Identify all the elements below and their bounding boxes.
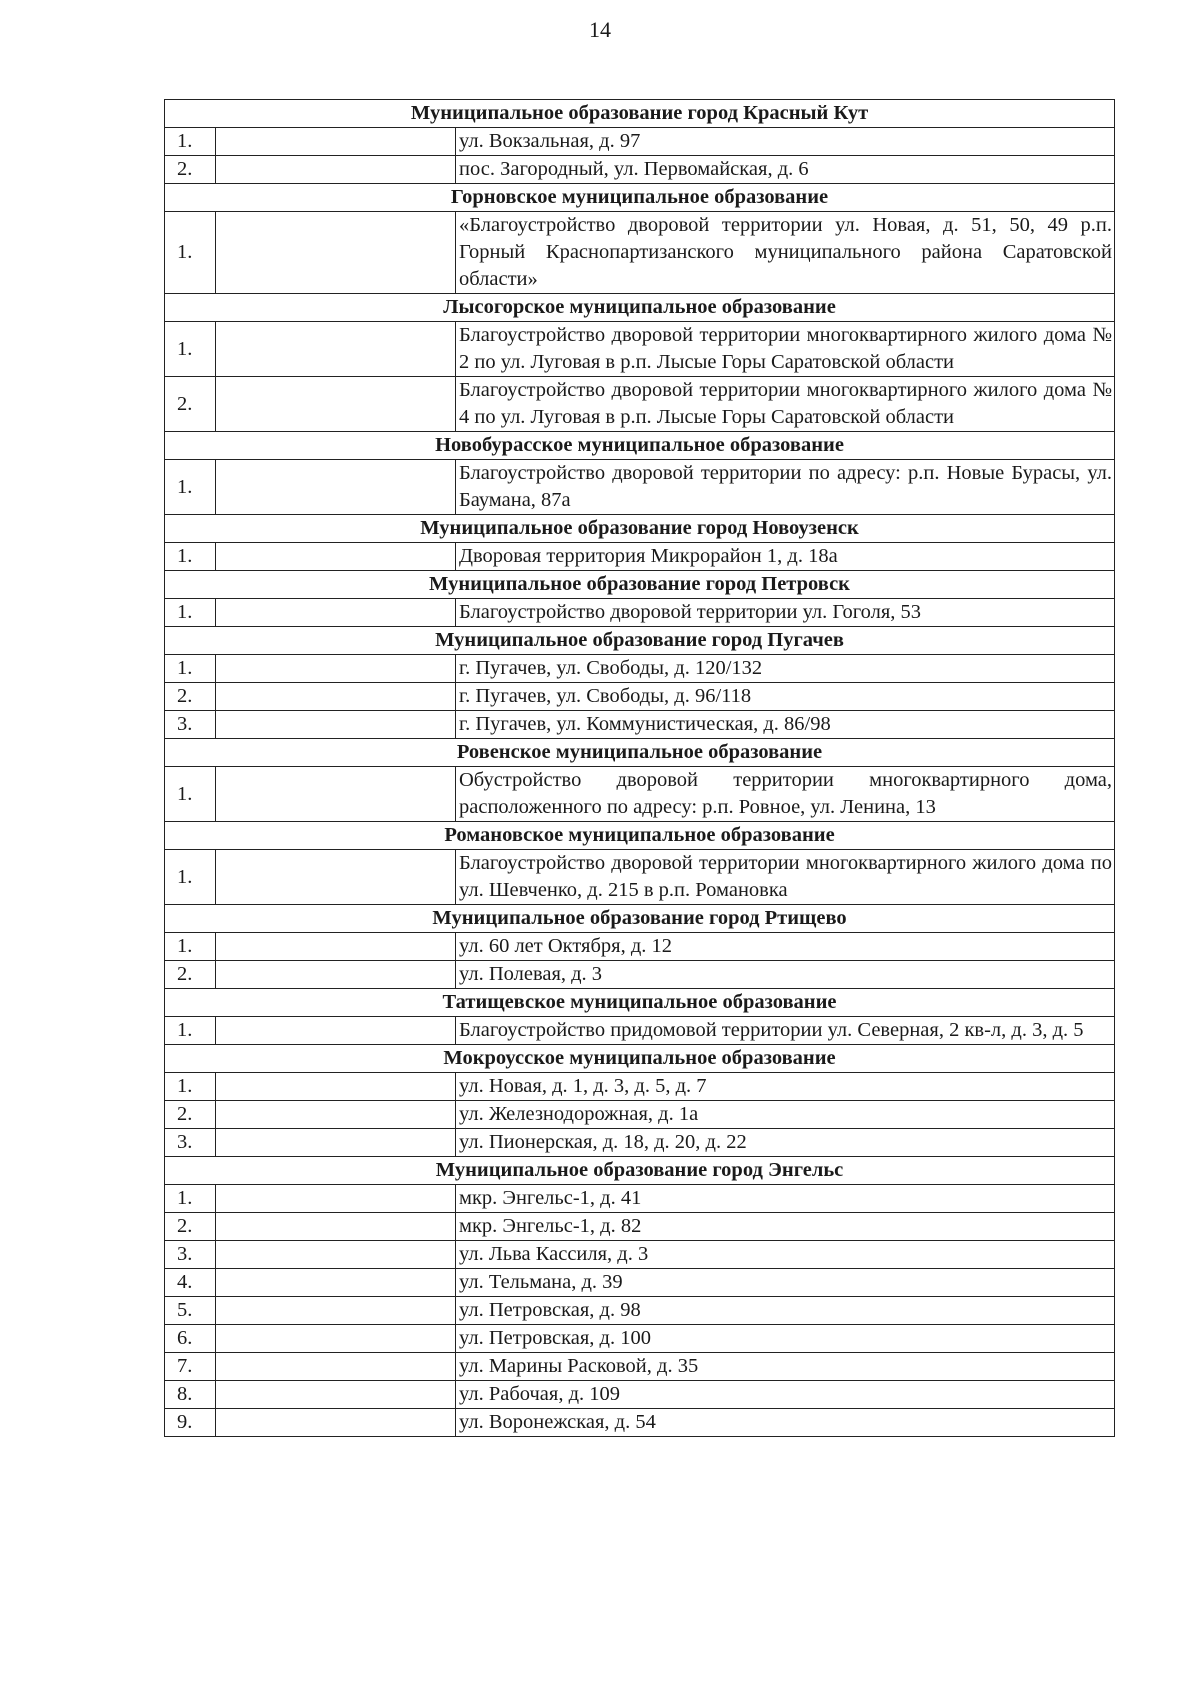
table-row <box>165 1073 1115 1101</box>
row-number: 1. <box>165 128 216 156</box>
section-header-row <box>165 432 1115 460</box>
empty-cell <box>216 128 456 156</box>
empty-cell <box>216 850 456 905</box>
table-row <box>165 377 1115 432</box>
row-number: 4. <box>165 1269 216 1297</box>
empty-cell <box>216 683 456 711</box>
section-header-row <box>165 627 1115 655</box>
section-title: Муниципальное образование город Пугачев <box>165 627 1115 655</box>
table-row <box>165 655 1115 683</box>
address-cell: Дворовая территория Микрорайон 1, д. 18а <box>456 543 1115 571</box>
empty-cell <box>216 1185 456 1213</box>
row-number: 3. <box>165 711 216 739</box>
empty-cell <box>216 655 456 683</box>
section-title: Новобурасское муниципальное образование <box>165 432 1115 460</box>
section-header-row <box>165 294 1115 322</box>
row-number: 1. <box>165 1185 216 1213</box>
section-title: Лысогорское муниципальное образование <box>165 294 1115 322</box>
empty-cell <box>216 156 456 184</box>
address-cell: Благоустройство дворовой территории по адресу: р.п. Новые Бурасы, ул. Баумана, 87а <box>456 460 1115 515</box>
address-cell: г. Пугачев, ул. Коммунистическая, д. 86/98 <box>456 711 1115 739</box>
row-number: 3. <box>165 1241 216 1269</box>
section-title: Муниципальное образование город Красный Кут <box>165 100 1115 128</box>
table-row <box>165 1269 1115 1297</box>
table-row <box>165 1409 1115 1437</box>
address-cell: Благоустройство дворовой территории многоквартирного жилого дома № 2 по ул. Луговая в р.п. Лысые Горы Саратовской области <box>456 322 1115 377</box>
section-header-row <box>165 905 1115 933</box>
section-title: Мокроусское муниципальное образование <box>165 1045 1115 1073</box>
address-cell: мкр. Энгельс-1, д. 41 <box>456 1185 1115 1213</box>
table-row <box>165 1381 1115 1409</box>
empty-cell <box>216 933 456 961</box>
empty-cell <box>216 1017 456 1045</box>
address-cell: Благоустройство дворовой территории многоквартирного жилого дома по ул. Шевченко, д. 215 в р.п. Романовка <box>456 850 1115 905</box>
empty-cell <box>216 599 456 627</box>
row-number: 2. <box>165 1101 216 1129</box>
section-title: Муниципальное образование город Ртищево <box>165 905 1115 933</box>
empty-cell <box>216 322 456 377</box>
table-row <box>165 543 1115 571</box>
table-row <box>165 1101 1115 1129</box>
empty-cell <box>216 711 456 739</box>
table-row <box>165 1353 1115 1381</box>
row-number: 1. <box>165 933 216 961</box>
address-cell: ул. Тельмана, д. 39 <box>456 1269 1115 1297</box>
empty-cell <box>216 767 456 822</box>
row-number: 1. <box>165 1017 216 1045</box>
empty-cell <box>216 1297 456 1325</box>
table-row <box>165 460 1115 515</box>
row-number: 1. <box>165 599 216 627</box>
empty-cell <box>216 961 456 989</box>
table-row <box>165 1213 1115 1241</box>
table-body <box>165 100 1115 1437</box>
row-number: 1. <box>165 850 216 905</box>
row-number: 2. <box>165 1213 216 1241</box>
row-number: 6. <box>165 1325 216 1353</box>
table-row <box>165 128 1115 156</box>
table-row <box>165 156 1115 184</box>
empty-cell <box>216 1353 456 1381</box>
row-number: 9. <box>165 1409 216 1437</box>
section-title: Горновское муниципальное образование <box>165 184 1115 212</box>
row-number: 1. <box>165 767 216 822</box>
section-header-row <box>165 1157 1115 1185</box>
address-cell: ул. 60 лет Октября, д. 12 <box>456 933 1115 961</box>
table-row <box>165 683 1115 711</box>
address-cell: мкр. Энгельс-1, д. 82 <box>456 1213 1115 1241</box>
table-row <box>165 1017 1115 1045</box>
address-cell: ул. Марины Расковой, д. 35 <box>456 1353 1115 1381</box>
address-cell: Обустройство дворовой территории многоквартирного дома, расположенного по адресу: р.п. Ровное, ул. Ленина, 13 <box>456 767 1115 822</box>
section-header-row <box>165 571 1115 599</box>
table-row <box>165 322 1115 377</box>
address-cell: г. Пугачев, ул. Свободы, д. 96/118 <box>456 683 1115 711</box>
table-row <box>165 1185 1115 1213</box>
empty-cell <box>216 1269 456 1297</box>
row-number: 2. <box>165 377 216 432</box>
section-title: Ровенское муниципальное образование <box>165 739 1115 767</box>
row-number: 2. <box>165 961 216 989</box>
empty-cell <box>216 377 456 432</box>
address-cell: «Благоустройство дворовой территории ул. Новая, д. 51, 50, 49 р.п. Горный Краснопартизанского муниципального района Саратовской области» <box>456 212 1115 294</box>
section-header-row <box>165 1045 1115 1073</box>
address-cell: ул. Вокзальная, д. 97 <box>456 128 1115 156</box>
section-title: Муниципальное образование город Петровск <box>165 571 1115 599</box>
row-number: 2. <box>165 156 216 184</box>
table-row <box>165 933 1115 961</box>
empty-cell <box>216 1381 456 1409</box>
table-row <box>165 1297 1115 1325</box>
address-cell: ул. Рабочая, д. 109 <box>456 1381 1115 1409</box>
row-number: 1. <box>165 322 216 377</box>
table-row <box>165 850 1115 905</box>
section-title: Муниципальное образование город Новоузенск <box>165 515 1115 543</box>
empty-cell <box>216 1325 456 1353</box>
empty-cell <box>216 460 456 515</box>
table-row <box>165 1241 1115 1269</box>
table-row <box>165 767 1115 822</box>
empty-cell <box>216 1129 456 1157</box>
address-cell: ул. Железнодорожная, д. 1а <box>456 1101 1115 1129</box>
section-header-row <box>165 989 1115 1017</box>
empty-cell <box>216 1241 456 1269</box>
section-title: Романовское муниципальное образование <box>165 822 1115 850</box>
table-row <box>165 212 1115 294</box>
address-cell: пос. Загородный, ул. Первомайская, д. 6 <box>456 156 1115 184</box>
section-header-row <box>165 184 1115 212</box>
table-row <box>165 599 1115 627</box>
empty-cell <box>216 212 456 294</box>
row-number: 1. <box>165 460 216 515</box>
section-header-row <box>165 100 1115 128</box>
address-cell: ул. Новая, д. 1, д. 3, д. 5, д. 7 <box>456 1073 1115 1101</box>
row-number: 8. <box>165 1381 216 1409</box>
address-cell: Благоустройство дворовой территории ул. Гоголя, 53 <box>456 599 1115 627</box>
address-cell: ул. Льва Кассиля, д. 3 <box>456 1241 1115 1269</box>
row-number: 1. <box>165 543 216 571</box>
empty-cell <box>216 1073 456 1101</box>
row-number: 7. <box>165 1353 216 1381</box>
empty-cell <box>216 1101 456 1129</box>
section-header-row <box>165 739 1115 767</box>
row-number: 3. <box>165 1129 216 1157</box>
empty-cell <box>216 1213 456 1241</box>
row-number: 1. <box>165 212 216 294</box>
table-row <box>165 961 1115 989</box>
table-row <box>165 1325 1115 1353</box>
address-cell: Благоустройство дворовой территории многоквартирного жилого дома № 4 по ул. Луговая в р.п. Лысые Горы Саратовской области <box>456 377 1115 432</box>
row-number: 1. <box>165 1073 216 1101</box>
section-title: Муниципальное образование город Энгельс <box>165 1157 1115 1185</box>
table-row <box>165 1129 1115 1157</box>
row-number: 1. <box>165 655 216 683</box>
address-cell: ул. Полевая, д. 3 <box>456 961 1115 989</box>
section-header-row <box>165 515 1115 543</box>
row-number: 5. <box>165 1297 216 1325</box>
address-cell: Благоустройство придомовой территории ул. Северная, 2 кв-л, д. 3, д. 5 <box>456 1017 1115 1045</box>
section-header-row <box>165 822 1115 850</box>
section-title: Татищевское муниципальное образование <box>165 989 1115 1017</box>
page-number: 14 <box>589 17 611 42</box>
row-number: 2. <box>165 683 216 711</box>
address-cell: г. Пугачев, ул. Свободы, д. 120/132 <box>456 655 1115 683</box>
municipal-objects-table <box>164 99 1115 1437</box>
address-cell: ул. Воронежская, д. 54 <box>456 1409 1115 1437</box>
table-row <box>165 711 1115 739</box>
address-cell: ул. Петровская, д. 100 <box>456 1325 1115 1353</box>
empty-cell <box>216 543 456 571</box>
empty-cell <box>216 1409 456 1437</box>
address-cell: ул. Петровская, д. 98 <box>456 1297 1115 1325</box>
address-cell: ул. Пионерская, д. 18, д. 20, д. 22 <box>456 1129 1115 1157</box>
